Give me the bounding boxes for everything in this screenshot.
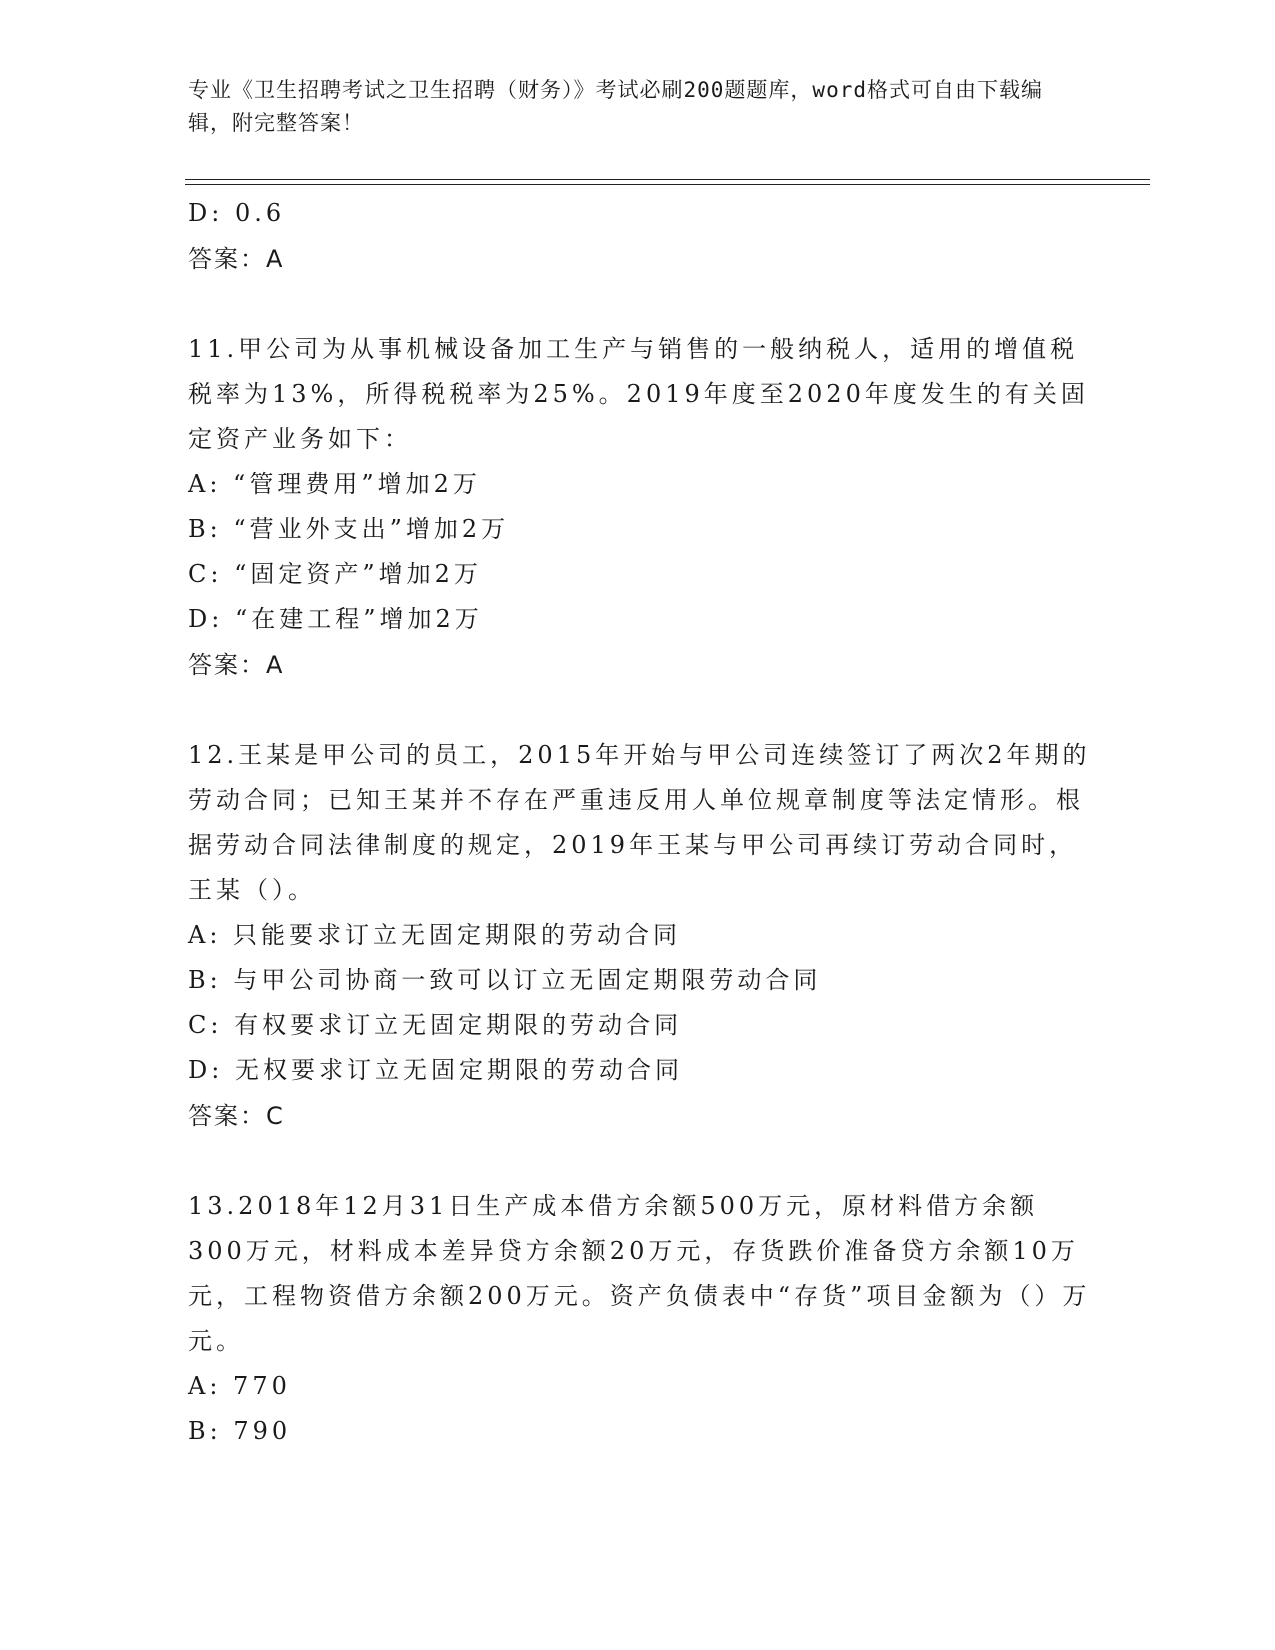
answer-line: 答案：A (188, 651, 285, 679)
document-header: 专业《卫生招聘考试之卫生招聘（财务）》考试必刷200题题库，word格式可自由下载编辑，附完整答案！ (188, 78, 1043, 135)
option-b: B: 与甲公司协商一致可以订立无固定期限劳动合同 (188, 966, 822, 994)
question-12 (188, 733, 1093, 1139)
option-a: A: “管理费用”增加2万 (188, 470, 481, 498)
option-c: C: “固定资产”增加2万 (188, 560, 482, 588)
header-divider-bottom (185, 184, 1150, 185)
option-d: D: 0.6 (188, 199, 286, 227)
question-text: 11.甲公司为从事机械设备加工生产与销售的一般纳税人，适用的增值税税率为13%，所得税税率为25%。2019年度至2020年度发生的有关固定资产业务如下： (188, 335, 1089, 453)
answer-line: 答案：A (188, 245, 285, 273)
option-d: D: 无权要求订立无固定期限的劳动合同 (188, 1056, 683, 1084)
question-13 (188, 1184, 1093, 1454)
question-text: 12.王某是甲公司的员工，2015年开始与甲公司连续签订了两次2年期的劳动合同；已知王某并不存在严重违反用人单位规章制度等法定情形。根据劳动合同法律制度的规定，2019年王某与甲公司再续订劳动合同时，王某（）。 (188, 741, 1091, 904)
answer-line: 答案：C (188, 1102, 285, 1130)
option-a: A: 只能要求订立无固定期限的劳动合同 (188, 921, 682, 949)
question-11 (188, 327, 1093, 688)
option-b: B: 790 (188, 1417, 292, 1445)
option-d: D: “在建工程”增加2万 (188, 605, 483, 633)
option-b: B: “营业外支出”增加2万 (188, 515, 510, 543)
option-c: C: 有权要求订立无固定期限的劳动合同 (188, 1011, 683, 1039)
option-a: A: 770 (188, 1372, 291, 1400)
header-divider-top (185, 179, 1150, 180)
document-body (188, 191, 1093, 1454)
question-text: 13.2018年12月31日生产成本借方余额500万元，原材料借方余额300万元，材料成本差异贷方余额20万元，存货跌价准备贷方余额10万元，工程物资借方余额200万元。资产负债表中“存货”项目金额为（）万元。 (188, 1192, 1091, 1355)
